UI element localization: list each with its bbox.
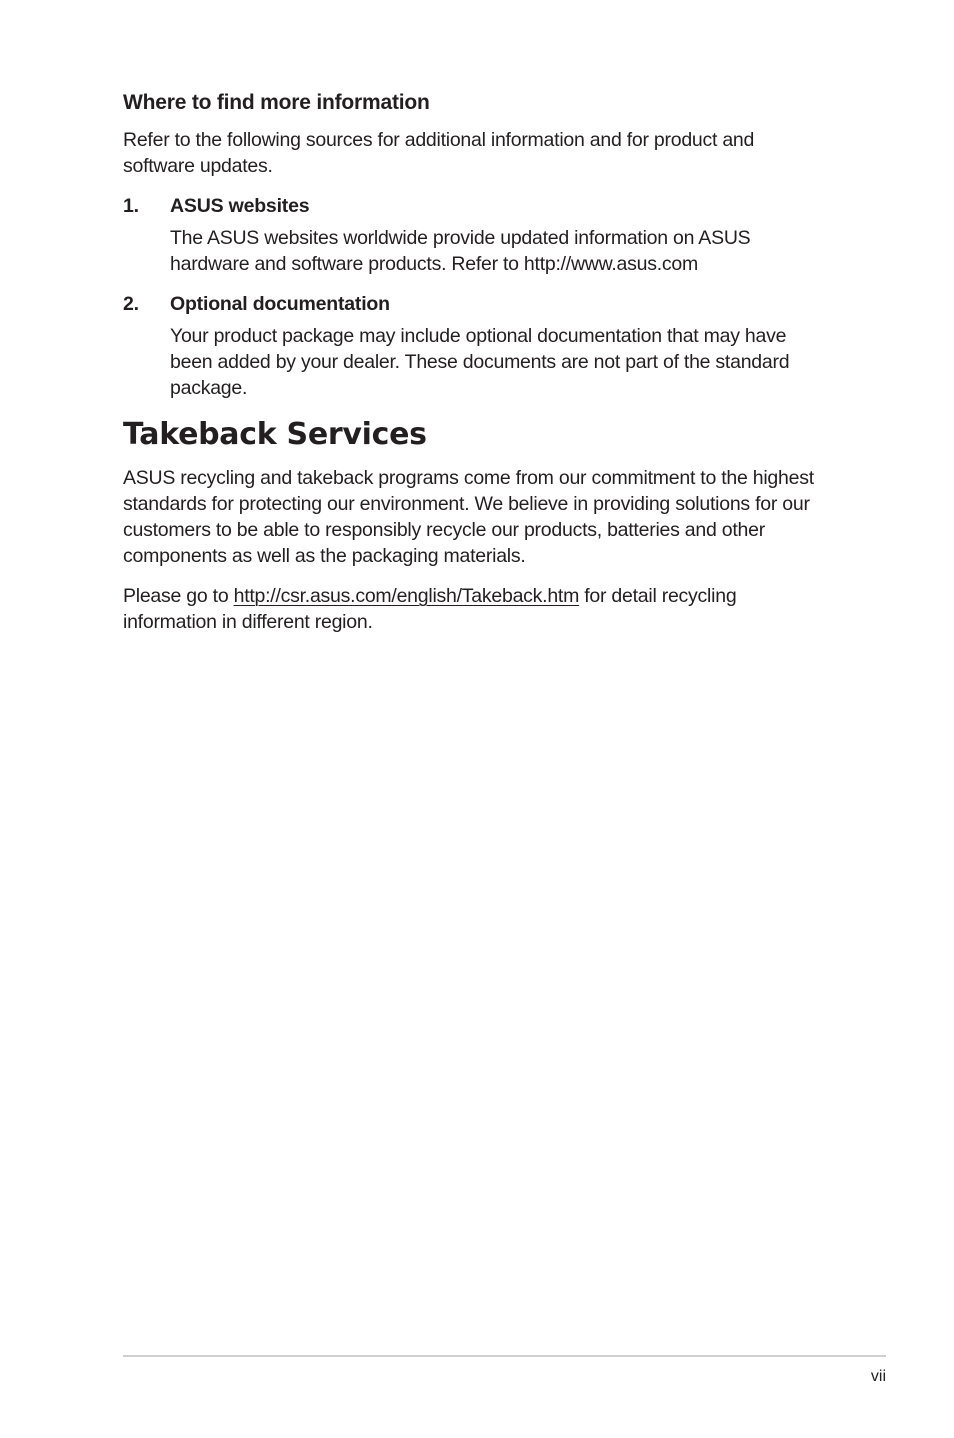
takeback-heading: Takeback Services [123,417,427,452]
list-item-number: 1. [123,195,139,217]
document-page [123,88,843,635]
list-item-number: 2. [123,293,139,315]
takeback-link-suffix: for detail recycling information in different region. [123,585,737,633]
footer-divider [123,1355,886,1357]
list-item-body: The ASUS websites worldwide provide updated information on ASUS hardware and software products. Refer to http://www.asus.com [170,227,751,275]
takeback-body: ASUS recycling and takeback programs come from our commitment to the highest standards for protecting our environment. We believe in providing solutions for our customers to be able to responsibly recycle our products, batteries and other components as well as the packaging materials. [123,467,814,567]
takeback-link-paragraph [123,583,823,635]
more-info-intro: Refer to the following sources for additional information and for product and software updates. [123,129,755,177]
list-item-asus-websites [123,193,843,277]
page-number: vii [870,1368,886,1385]
list-item-title: ASUS websites [170,195,310,217]
list-item-body: Your product package may include optional documentation that may have been added by your dealer. These documents are not part of the standard package. [170,325,790,399]
list-item-heading [123,291,843,317]
more-info-heading: Where to find more information [123,91,430,114]
list-item-heading [123,193,843,219]
takeback-link-prefix: Please go to [123,585,234,607]
takeback-link[interactable]: http://csr.asus.com/english/Takeback.htm [233,585,580,607]
list-item-title: Optional documentation [170,293,390,315]
list-item-optional-documentation [123,291,843,401]
